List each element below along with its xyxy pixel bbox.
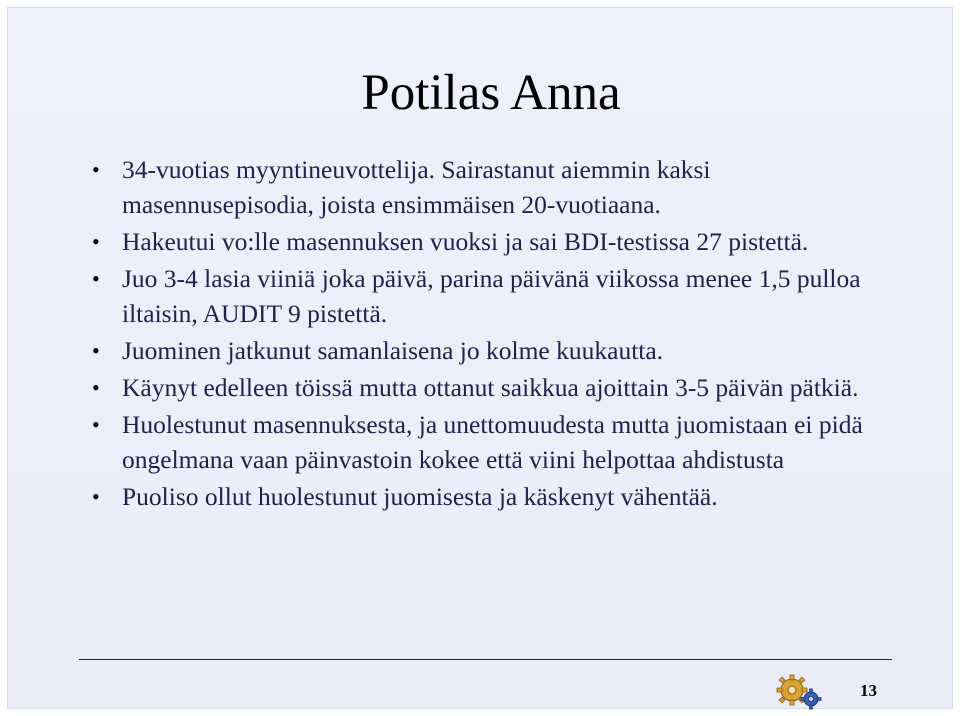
bullet-item bbox=[86, 479, 906, 514]
bullet-dot: • bbox=[92, 375, 100, 400]
bullet-dot: • bbox=[92, 412, 100, 437]
bullet-item bbox=[86, 261, 906, 331]
bullet-dot: • bbox=[92, 229, 100, 254]
bullet-text: 34-vuotias myyntineuvottelija. Sairastanut aiemmin kaksi masennusepisodia, joista ensimmäisen 20-vuotiaana. bbox=[122, 155, 711, 219]
gears-icon bbox=[776, 674, 824, 710]
bullet-dot: • bbox=[92, 157, 100, 182]
bullet-item bbox=[86, 333, 906, 368]
bullet-item bbox=[86, 224, 906, 259]
bullet-text: Hakeutui vo:lle masennuksen vuoksi ja sai BDI-testissa 27 pistettä. bbox=[122, 227, 809, 256]
footer-divider bbox=[79, 659, 892, 660]
bullet-dot: • bbox=[92, 338, 100, 363]
bullet-item bbox=[86, 152, 906, 222]
slide-title: Potilas Anna bbox=[361, 65, 621, 121]
bullet-dot: • bbox=[92, 484, 100, 509]
bullet-text: Puoliso ollut huolestunut juomisesta ja käskenyt vähentää. bbox=[122, 482, 718, 511]
bullet-text: Juo 3-4 lasia viiniä joka päivä, parina päivänä viikossa menee 1,5 pulloa iltaisin, AUDIT 9 pistettä. bbox=[122, 264, 861, 328]
bullet-dot: • bbox=[92, 266, 100, 291]
bullet-text: Huolestunut masennuksesta, ja unettomuudesta mutta juomistaan ei pidä ongelmana vaan päinvastoin kokee että viini helpottaa ahdistusta bbox=[122, 410, 863, 474]
bullet-item bbox=[86, 370, 906, 405]
bullet-list bbox=[86, 152, 906, 516]
bullet-text: Käynyt edelleen töissä mutta ottanut saikkua ajoittain 3-5 päivän pätkiä. bbox=[122, 373, 859, 402]
bullet-text: Juominen jatkunut samanlaisena jo kolme kuukautta. bbox=[122, 336, 664, 365]
slide bbox=[7, 7, 953, 709]
bullet-item bbox=[86, 407, 906, 477]
page-number: 13 bbox=[860, 681, 877, 700]
